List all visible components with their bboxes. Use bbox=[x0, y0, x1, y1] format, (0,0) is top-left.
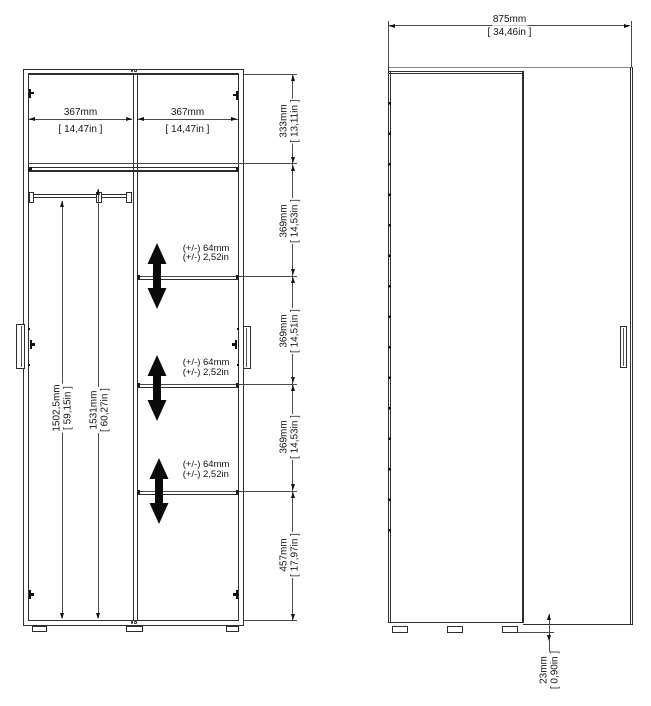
handle-screw-mark bbox=[28, 364, 30, 366]
adjustable-shelf-arrow bbox=[147, 355, 167, 421]
fitting-mark bbox=[236, 590, 238, 599]
left-door-bottom-edge bbox=[388, 622, 523, 623]
cam-fitting-bottom-left bbox=[131, 621, 134, 624]
left-door-top-line2 bbox=[388, 73, 523, 74]
foot bbox=[392, 626, 409, 633]
dim-label-367-left-mm: 367mm bbox=[63, 106, 98, 118]
rail-bracket-left bbox=[29, 192, 34, 203]
dim-arrow bbox=[624, 24, 630, 28]
cam-fitting-top-left bbox=[131, 69, 134, 72]
dim-arrow bbox=[29, 117, 35, 121]
dim-arrow bbox=[291, 377, 295, 383]
dim-arrow bbox=[60, 201, 64, 207]
dim-arrow bbox=[291, 75, 295, 81]
foot bbox=[447, 626, 464, 633]
top-shelf-board-bottom bbox=[28, 170, 239, 171]
foot bbox=[226, 626, 239, 633]
top-shelf-extension-line bbox=[28, 163, 297, 164]
dim-label-369-b: 369mm [ 14,51in ] bbox=[278, 308, 300, 353]
dim-arrow bbox=[291, 157, 295, 163]
dim-line-367-right bbox=[138, 119, 238, 120]
dim-arrow bbox=[291, 614, 295, 620]
dim-label-1502: 1502,5mm [ 59,15in ] bbox=[51, 384, 74, 432]
fitting-mark bbox=[236, 91, 238, 100]
handle-screw-mark bbox=[28, 328, 30, 330]
dim-label-875-mm: 875mm bbox=[492, 13, 527, 25]
dim-label-457: 457mm [ 17,97in ] bbox=[278, 533, 300, 577]
left-view-inner-left-panel bbox=[28, 73, 29, 620]
ext-line-bottom bbox=[244, 620, 297, 621]
dim-arrow bbox=[96, 189, 100, 195]
dim-arrow bbox=[291, 385, 295, 391]
left-view-inner-right-panel bbox=[238, 73, 239, 620]
handle-screw-mark bbox=[237, 328, 239, 330]
dim-arrow bbox=[291, 165, 295, 171]
cam-fitting-bottom-right bbox=[134, 621, 137, 624]
dim-label-369-a: 369mm [ 14,53in ] bbox=[278, 199, 300, 243]
dim-label-875-in: [ 34,46in ] bbox=[487, 26, 532, 38]
ext-line-foot-bottom bbox=[518, 632, 553, 633]
shelf-support-cap bbox=[137, 383, 140, 387]
dim-arrow bbox=[291, 484, 295, 490]
dim-label-1531: 1531mm [ 60,27in ] bbox=[88, 387, 110, 432]
foot bbox=[502, 626, 519, 633]
adjustable-shelf-arrow bbox=[149, 458, 169, 524]
shelf-support-cap bbox=[236, 383, 239, 387]
hanging-rail-top bbox=[29, 194, 132, 195]
dim-arrow bbox=[96, 613, 100, 619]
right-door-handle bbox=[243, 326, 251, 370]
adjustable-label-1: (+/-) 64mm (+/-) 2,52in bbox=[182, 242, 230, 264]
fitting-mark bbox=[30, 340, 32, 349]
dim-arrow bbox=[291, 492, 295, 498]
adjustable-label-3: (+/-) 64mm (+/-) 2,52in bbox=[182, 459, 230, 480]
cam-fitting-top-right bbox=[134, 69, 137, 72]
dim-arrow bbox=[291, 277, 295, 283]
dim-arrow bbox=[547, 614, 551, 620]
edge-hole-marks bbox=[388, 74, 391, 534]
foot bbox=[126, 626, 143, 633]
dim-label-333: 333mm [ 13,11in ] bbox=[278, 99, 300, 143]
dim-arrow bbox=[231, 117, 237, 121]
dim-arrow bbox=[60, 613, 64, 619]
top-shelf-board-top bbox=[28, 167, 239, 168]
ext-line-top bbox=[244, 74, 297, 75]
dim-arrow bbox=[291, 269, 295, 275]
right-panel-bottom-edge bbox=[523, 624, 633, 625]
foot bbox=[32, 626, 47, 633]
dim-line-367-left bbox=[29, 119, 132, 120]
dim-arrow bbox=[126, 117, 132, 121]
door-divider-edge bbox=[522, 71, 524, 623]
sliding-door-handle bbox=[620, 326, 626, 368]
shelf-support-cap bbox=[236, 275, 239, 279]
right-view-top-edge bbox=[388, 67, 632, 68]
hanging-rail-bottom bbox=[29, 197, 132, 198]
fitting-mark bbox=[235, 340, 237, 349]
adjustable-label-2: (+/-) 64mm (+/-) 2,52in bbox=[182, 357, 230, 378]
shelf-support-cap bbox=[28, 167, 31, 172]
left-view-divider-left-line bbox=[133, 74, 134, 621]
rail-bracket-right bbox=[126, 192, 131, 203]
dim-label-367-right-in: [ 14,47in ] bbox=[165, 123, 210, 135]
left-door-handle bbox=[16, 324, 24, 369]
shelf-support-cap bbox=[236, 167, 239, 172]
dim-label-367-right-mm: 367mm bbox=[170, 106, 205, 118]
dim-arrow bbox=[547, 635, 551, 641]
right-view-outer-right-edge bbox=[632, 67, 633, 625]
left-door-top-line1 bbox=[388, 71, 523, 72]
adjustable-shelf-arrow bbox=[147, 243, 167, 309]
shelf-support-cap bbox=[236, 490, 239, 494]
dim-label-23: 23mm [ 0,90in ] bbox=[538, 650, 560, 689]
shelf-support-cap bbox=[137, 275, 140, 279]
fitting-mark bbox=[29, 89, 31, 98]
dim-label-369-c: 369mm [ 14,53in ] bbox=[278, 414, 300, 459]
dim-arrow bbox=[138, 117, 144, 121]
dim-arrow bbox=[389, 24, 395, 28]
left-view-top-inner-edge bbox=[28, 73, 239, 74]
left-view-top-outer-edge bbox=[23, 69, 244, 70]
shelf-support-cap bbox=[137, 490, 140, 494]
handle-screw-mark bbox=[237, 364, 239, 366]
ext-line-right bbox=[631, 21, 632, 67]
dim-label-367-left-in: [ 14,47in ] bbox=[58, 123, 103, 135]
fitting-mark bbox=[29, 590, 31, 599]
left-view-divider-right-line bbox=[137, 74, 138, 621]
